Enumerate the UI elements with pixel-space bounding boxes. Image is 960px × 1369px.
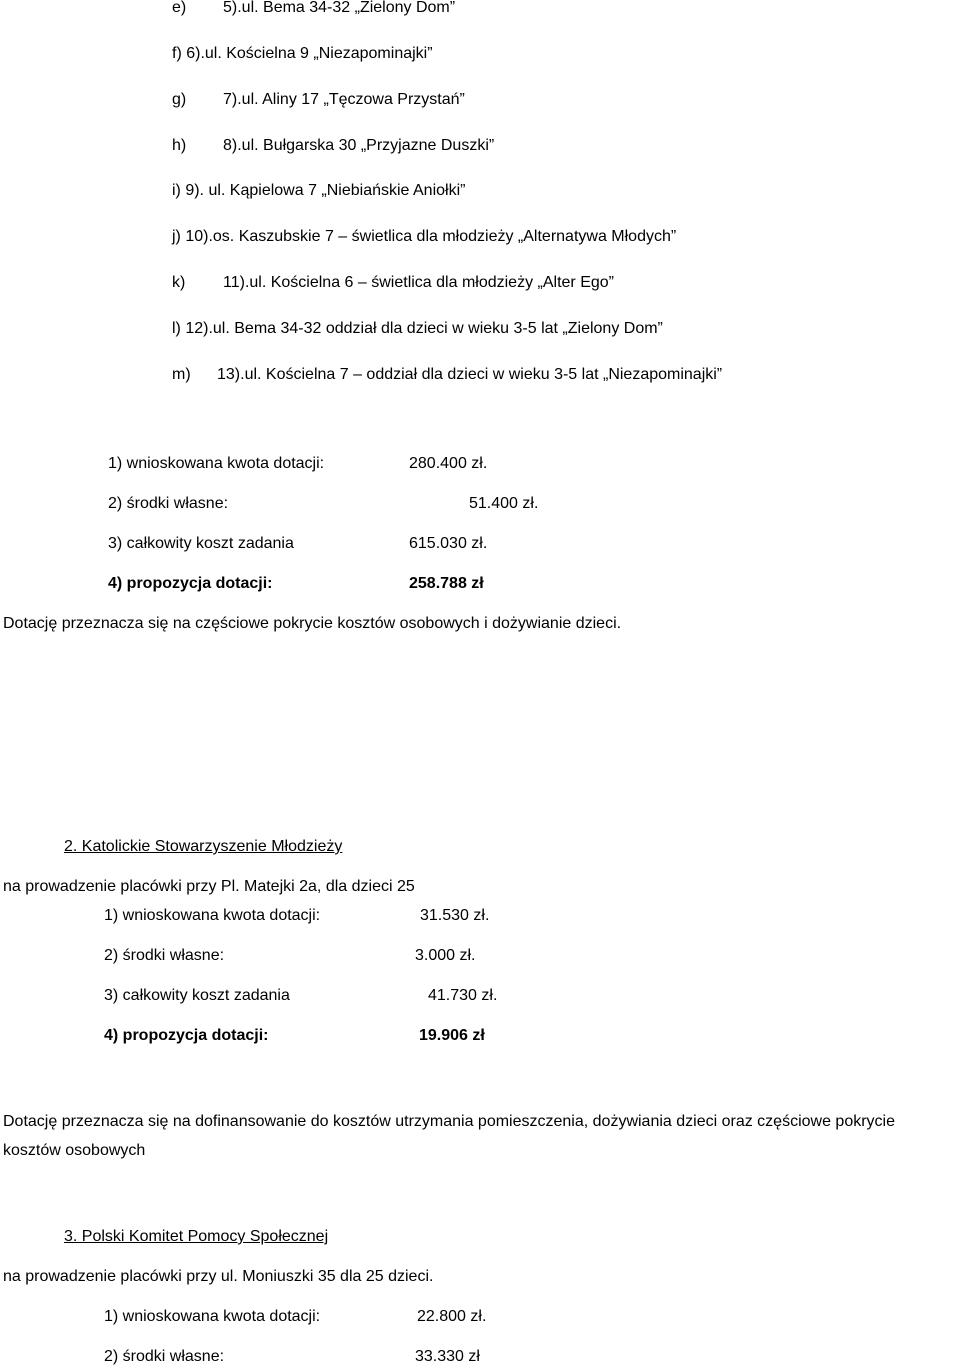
list-item: 11).ul. Kościelna 6 – świetlica dla młodzieży „Alter Ego”	[223, 274, 614, 291]
list-marker: e)	[172, 0, 187, 16]
section2-intro: na prowadzenie placówki przy Pl. Matejki 2a, dla dzieci 25	[3, 878, 415, 895]
funding-value: 19.906 zł	[419, 1027, 485, 1044]
list-marker: k)	[172, 274, 186, 291]
list-item: i) 9). ul. Kąpielowa 7 „Niebiańskie Aniołki”	[172, 182, 466, 199]
funding-value: 22.800 zł.	[417, 1308, 487, 1325]
section1-note: Dotację przeznacza się na częściowe pokrycie kosztów osobowych i dożywianie dzieci.	[3, 615, 622, 632]
funding-label: 2) środki własne:	[104, 1348, 225, 1365]
funding-value: 41.730 zł.	[428, 987, 498, 1004]
list-item: 8).ul. Bułgarska 30 „Przyjazne Duszki”	[223, 137, 495, 154]
funding-label: 1) wnioskowana kwota dotacji:	[104, 907, 321, 924]
list-marker: m)	[172, 366, 191, 383]
funding-label: 2) środki własne:	[108, 495, 229, 512]
list-item: 7).ul. Aliny 17 „Tęczowa Przystań”	[223, 91, 465, 108]
list-item: l) 12).ul. Bema 34-32 oddział dla dzieci w wieku 3-5 lat „Zielony Dom”	[172, 320, 663, 337]
funding-value: 51.400 zł.	[469, 495, 539, 512]
section3-heading: 3. Polski Komitet Pomocy Społecznej	[64, 1228, 329, 1245]
funding-value: 33.330 zł	[415, 1348, 480, 1365]
funding-value: 3.000 zł.	[415, 947, 476, 964]
list-item: 5).ul. Bema 34-32 „Zielony Dom”	[223, 0, 456, 16]
funding-label: 4) propozycja dotacji:	[104, 1027, 269, 1044]
section3-intro: na prowadzenie placówki przy ul. Moniuszki 35 dla 25 dzieci.	[3, 1268, 434, 1285]
list-item: j) 10).os. Kaszubskie 7 – świetlica dla młodzieży „Alternatywa Młodych”	[172, 228, 677, 245]
funding-value: 258.788 zł	[409, 575, 484, 592]
funding-value: 31.530 zł.	[420, 907, 490, 924]
list-marker: h)	[172, 137, 187, 154]
funding-label: 1) wnioskowana kwota dotacji:	[104, 1308, 321, 1325]
section2-heading: 2. Katolickie Stowarzyszenie Młodzieży	[64, 838, 343, 855]
funding-label: 3) całkowity koszt zadania	[104, 987, 290, 1004]
section2-note-line1: Dotację przeznacza się na dofinansowanie do kosztów utrzymania pomieszczenia, dożywiania dzieci oraz częściowe pokrycie	[3, 1113, 895, 1130]
funding-label: 1) wnioskowana kwota dotacji:	[108, 455, 325, 472]
list-marker: g)	[172, 91, 187, 108]
list-item: 13).ul. Kościelna 7 – oddział dla dzieci w wieku 3-5 lat „Niezapominajki”	[217, 366, 723, 383]
list-item: f) 6).ul. Kościelna 9 „Niezapominajki”	[172, 45, 433, 62]
funding-value: 280.400 zł.	[409, 455, 488, 472]
funding-label: 4) propozycja dotacji:	[108, 575, 273, 592]
funding-label: 3) całkowity koszt zadania	[108, 535, 294, 552]
funding-label: 2) środki własne:	[104, 947, 225, 964]
funding-value: 615.030 zł.	[409, 535, 488, 552]
section2-note-line2: kosztów osobowych	[3, 1142, 146, 1159]
